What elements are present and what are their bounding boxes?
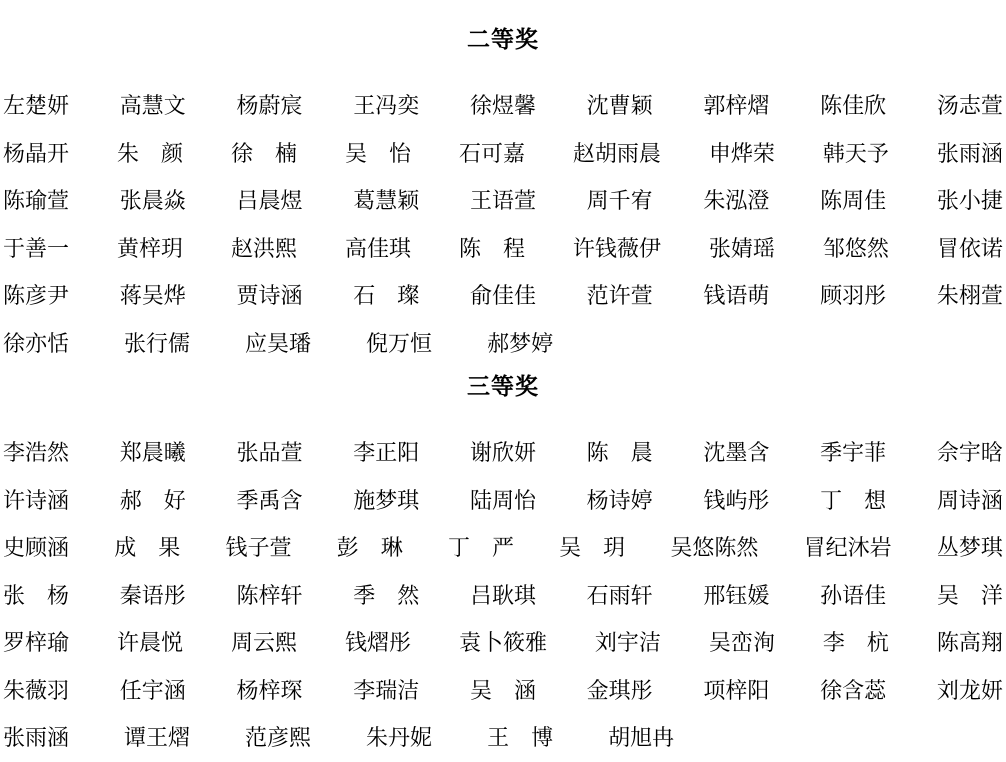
- winner-name: 王语萱: [469, 188, 536, 213]
- winner-name: 吴悠陈然: [670, 535, 759, 560]
- winner-name: 刘宇洁: [594, 630, 661, 655]
- winner-name: 张婧瑶: [708, 235, 775, 261]
- winner-name: 朱泓澄: [703, 188, 770, 213]
- section-title: 三等奖: [467, 374, 539, 399]
- winner-name: 陈瑜萱: [3, 188, 70, 213]
- winner-name: 王冯奕: [353, 93, 420, 118]
- winner-name: 施梦琪: [353, 487, 420, 513]
- winner-name: 陈高翔: [936, 630, 1003, 655]
- name-row: [3, 477, 1003, 525]
- winner-name: 季 然: [353, 582, 420, 608]
- winner-name: 刘龙妍: [936, 677, 1003, 703]
- winner-name: 吕耿琪: [469, 582, 536, 608]
- winner-name: 丛梦琪: [936, 535, 1003, 560]
- name-row: [3, 225, 1003, 273]
- winner-name: 范许萱: [586, 283, 653, 308]
- winner-name: 沈曹颖: [586, 93, 653, 118]
- winner-name: 陈 程: [458, 235, 525, 261]
- winner-name: 杨蔚宸: [236, 93, 303, 118]
- winner-name: 郑晨曦: [119, 440, 186, 465]
- winner-name: 许晨悦: [116, 630, 183, 655]
- winner-name: 沈墨含: [703, 440, 770, 465]
- winner-name: 周千宥: [586, 188, 653, 213]
- winner-name: 成 果: [114, 535, 181, 560]
- winner-name: 陈 晨: [586, 440, 653, 465]
- winner-name: 谭王熠: [124, 725, 191, 750]
- winner-name: 张品萱: [236, 440, 303, 465]
- winner-name: 佘宇晗: [936, 440, 1003, 465]
- winner-name: 张 杨: [3, 582, 70, 608]
- winner-name: 贾诗涵: [236, 283, 303, 308]
- winner-name: 申烨荣: [708, 140, 775, 166]
- winner-name: 朱栩萱: [936, 283, 1003, 308]
- winner-name: 陈彦尹: [3, 283, 70, 308]
- winner-name: 范彦熙: [245, 725, 312, 750]
- name-row: [3, 130, 1003, 178]
- winner-name: 孙语佳: [820, 582, 887, 608]
- winner-name: 袁卜筱雅: [458, 630, 547, 655]
- winner-name: 于善一: [3, 235, 70, 261]
- winner-name: 张行儒: [124, 330, 191, 356]
- winner-name: 蒋吴烨: [119, 283, 186, 308]
- section-title: 二等奖: [467, 27, 539, 52]
- winner-name: 李正阳: [353, 440, 420, 465]
- winner-name: 丁 严: [447, 535, 514, 560]
- winner-name: 吴 怡: [344, 140, 411, 166]
- name-row: [3, 667, 1003, 715]
- winner-name: 俞佳佳: [469, 283, 536, 308]
- winner-name: 谢欣妍: [469, 440, 536, 465]
- name-row: [3, 524, 1003, 572]
- winner-name: 钱语萌: [703, 283, 770, 308]
- winner-name: 高佳琪: [344, 235, 411, 261]
- award-section: [3, 26, 1003, 367]
- winner-name: 任宇涵: [119, 677, 186, 703]
- winner-name: 张雨涵: [3, 725, 70, 750]
- winner-name: 彭 琳: [336, 535, 403, 560]
- winner-name: 应昊璠: [245, 330, 312, 356]
- winner-name: 陈佳欣: [820, 93, 887, 118]
- winner-name: 金琪彤: [586, 677, 653, 703]
- winner-name: 钱熠彤: [344, 630, 411, 655]
- winner-name: 钱屿彤: [703, 487, 770, 513]
- winner-name: 张雨涵: [936, 140, 1003, 166]
- winner-name: 李浩然: [3, 440, 70, 465]
- winner-name: 徐煜馨: [469, 93, 536, 118]
- winner-name: 徐 楠: [230, 140, 297, 166]
- winner-name: 季宇菲: [820, 440, 887, 465]
- winner-name: 胡旭冉: [608, 725, 675, 750]
- winner-name: 吴 涵: [469, 677, 536, 703]
- winner-name: 杨晶开: [3, 140, 70, 166]
- winner-name: 徐亦恬: [3, 330, 70, 356]
- winner-name: 周云熙: [230, 630, 297, 655]
- name-row: [3, 82, 1003, 130]
- winner-name: 韩天予: [822, 140, 889, 166]
- winner-name: 史顾涵: [3, 535, 70, 560]
- winner-name: 项梓阳: [703, 677, 770, 703]
- winner-name: 吕晨煜: [236, 188, 303, 213]
- winner-name: 许诗涵: [3, 487, 70, 513]
- winner-name: 吴 玥: [559, 535, 626, 560]
- winner-name: 杨诗婷: [586, 487, 653, 513]
- winner-name: 徐含蕊: [820, 677, 887, 703]
- winner-name: 葛慧颖: [353, 188, 420, 213]
- winner-name: 张小捷: [936, 188, 1003, 213]
- winner-name: 周诗涵: [936, 487, 1003, 513]
- winner-name: 季禹含: [236, 487, 303, 513]
- winner-name: 赵胡雨晨: [572, 140, 661, 166]
- winner-name: 许钱薇伊: [572, 235, 661, 261]
- name-row: [3, 177, 1003, 225]
- winner-name: 邹悠然: [822, 235, 889, 261]
- winner-name: 郝 好: [119, 487, 186, 513]
- winner-name: 石雨轩: [586, 582, 653, 608]
- winner-name: 邢钰媛: [703, 582, 770, 608]
- winner-name: 罗梓瑜: [3, 630, 70, 655]
- winner-name: 王 博: [487, 725, 554, 750]
- winner-name: 陈梓轩: [236, 582, 303, 608]
- winner-name: 张晨焱: [119, 188, 186, 213]
- winner-name: 黄梓玥: [116, 235, 183, 261]
- winner-name: 丁 想: [820, 487, 887, 513]
- winner-name: 赵洪熙: [230, 235, 297, 261]
- winner-name: 郭梓熠: [703, 93, 770, 118]
- winner-name: 冒纪沐岩: [803, 535, 892, 560]
- winner-name: 李 杭: [822, 630, 889, 655]
- winner-name: 陈周佳: [820, 188, 887, 213]
- winner-name: 倪万恒: [366, 330, 433, 356]
- winner-name: 朱 颜: [116, 140, 183, 166]
- winner-name: 石 璨: [353, 283, 420, 308]
- winner-name: 石可嘉: [458, 140, 525, 166]
- name-row: [3, 320, 1003, 368]
- winner-name: 高慧文: [119, 93, 186, 118]
- winner-name: 朱薇羽: [3, 677, 70, 703]
- winner-name: 朱丹妮: [366, 725, 433, 750]
- winner-name: 左楚妍: [3, 93, 70, 118]
- name-row: [3, 429, 1003, 477]
- winner-name: 顾羽彤: [820, 283, 887, 308]
- winner-name: 吴峦洵: [708, 630, 775, 655]
- winner-name: 吴 洋: [936, 582, 1003, 608]
- name-row: [3, 619, 1003, 667]
- winner-name: 冒依诺: [936, 235, 1003, 261]
- award-section: [3, 373, 1003, 762]
- winner-name: 秦语彤: [119, 582, 186, 608]
- name-row: [3, 714, 1003, 762]
- winner-name: 陆周怡: [469, 487, 536, 513]
- winner-name: 李瑞洁: [353, 677, 420, 703]
- name-row: [3, 272, 1003, 320]
- winner-name: 钱子萱: [225, 535, 292, 560]
- name-row: [3, 572, 1003, 620]
- winner-name: 杨梓琛: [236, 677, 303, 703]
- winner-name: 汤志萱: [936, 93, 1003, 118]
- winner-name: 郝梦婷: [487, 330, 554, 356]
